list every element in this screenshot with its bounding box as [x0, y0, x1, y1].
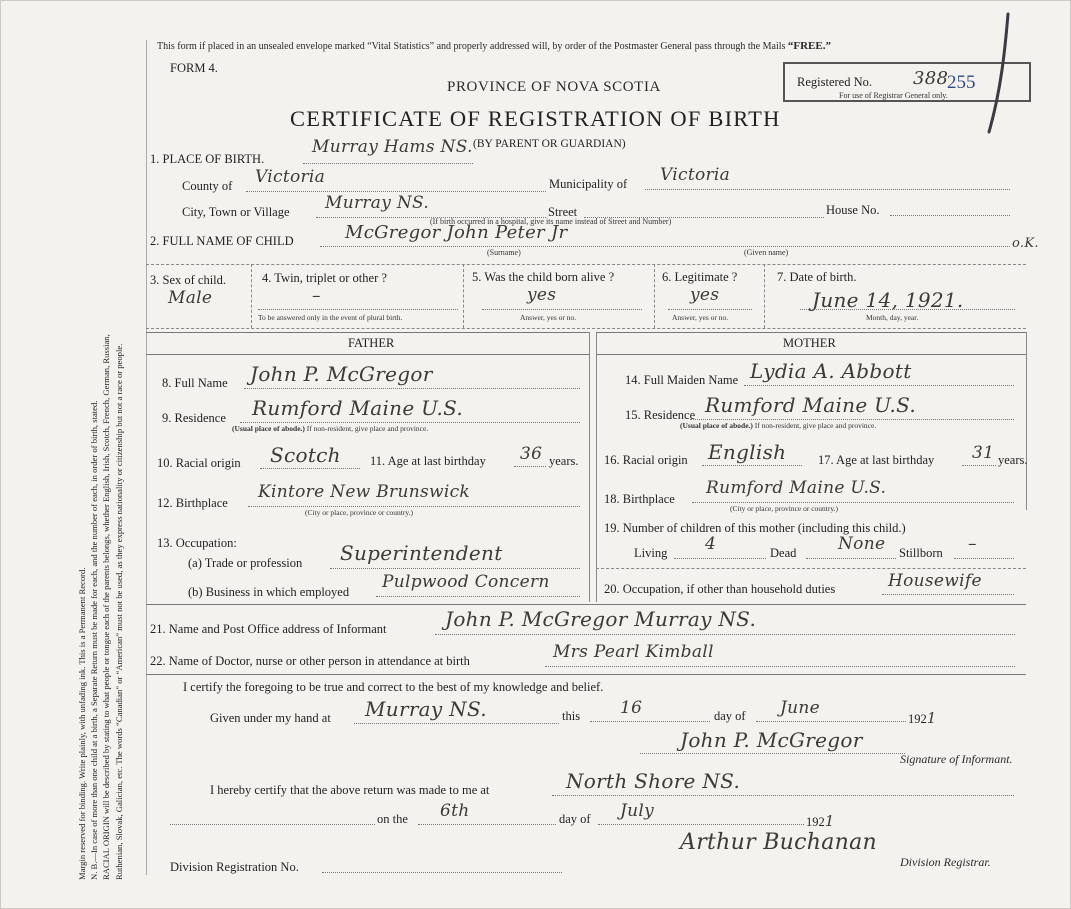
registered-label: Registered No.	[797, 75, 872, 89]
margin-rule	[146, 40, 147, 875]
informant-value: John P. McGregor Murray NS.	[445, 607, 757, 631]
registered-number-stamped: 255	[947, 72, 976, 93]
legitimate-value: yes	[690, 285, 720, 305]
given-place-value: Murray NS.	[365, 697, 487, 721]
mother-birthplace-note: (City or place, province or country.)	[730, 504, 839, 513]
postal-notice: This form if placed in an unsealed envelope marked “Vital Statistics” and properly addressed will, by order of the Postmaster General pass through the Mails “FREE.”	[157, 40, 831, 52]
informant-signature: John P. McGregor	[680, 728, 863, 752]
margin-note-2: N. B.—In case of more than one child at a birth, a Separate Return must be made for each, and the number of each, in order of birth, stated.	[89, 400, 100, 880]
mother-occupation-value: Housewife	[888, 571, 982, 591]
father-age-unit: years.	[549, 454, 579, 468]
alive-value: yes	[527, 285, 557, 305]
given-year-label: 1921	[908, 709, 937, 727]
county-value: Victoria	[255, 167, 326, 187]
on-day-of-label: day of	[559, 812, 591, 826]
ok-mark: o.K.	[1012, 236, 1039, 251]
registrar-caption: Division Registrar.	[900, 855, 991, 869]
father-age-value: 36	[520, 444, 543, 464]
father-residence-value: Rumford Maine U.S.	[252, 396, 464, 420]
alive-label: 5. Was the child born alive ?	[472, 270, 615, 284]
sex-label: 3. Sex of child.	[150, 273, 227, 287]
signature-caption: Signature of Informant.	[900, 752, 1013, 766]
father-heading: FATHER	[348, 336, 395, 350]
certify-statement: I certify the foregoing to be true and correct to the best of my knowledge and belief.	[183, 680, 604, 694]
place-of-birth-label: 1. PLACE OF BIRTH.	[150, 152, 265, 166]
street-note: (If birth occurred in a hospital, give its name instead of Street and Number)	[430, 217, 672, 226]
registrar-signature: Arthur Buchanan	[680, 830, 877, 855]
doctor-value: Mrs Pearl Kimball	[553, 642, 714, 662]
hereby-certify-label: I hereby certify that the above return was made to me at	[210, 783, 490, 797]
mother-name-value: Lydia A. Abbott	[750, 359, 912, 383]
margin-note-4: Ruthenian, Slovak, Galician, etc. The words “Canadian” or “American” must not be used, as they express nationality or citizenship but not a race or people.	[113, 343, 124, 880]
place-of-birth-note: (BY PARENT OR GUARDIAN)	[473, 138, 626, 150]
margin-notes	[76, 0, 136, 880]
child-name-value: McGregor John Peter Jr	[345, 222, 568, 243]
mother-racial-label: 16. Racial origin	[604, 453, 688, 467]
given-day-value: 16	[620, 698, 643, 718]
on-month-value: July	[620, 801, 655, 821]
province-heading: PROVINCE OF NOVA SCOTIA	[447, 79, 661, 95]
father-name-value: John P. McGregor	[250, 362, 433, 386]
child-name-label: 2. FULL NAME OF CHILD	[150, 234, 294, 248]
street-label: Street	[548, 205, 578, 219]
place-of-birth-value: Murray Hams NS.	[312, 137, 473, 157]
mother-age-label: 17. Age at last birthday	[818, 453, 935, 467]
mother-racial-value: English	[708, 440, 787, 464]
mother-name-label: 14. Full Maiden Name	[625, 373, 739, 387]
trade-value: Superintendent	[340, 541, 503, 565]
this-label: this	[562, 709, 581, 723]
business-label: (b) Business in which employed	[188, 585, 350, 599]
mother-birthplace-label: 18. Birthplace	[604, 492, 675, 506]
doctor-label: 22. Name of Doctor, nurse or other person in attendance at birth	[150, 654, 470, 668]
father-residence-label: 9. Residence	[162, 411, 226, 425]
municipality-label: Municipality of	[549, 177, 628, 191]
mother-residence-value: Rumford Maine U.S.	[705, 393, 917, 417]
surname-caption: (Surname)	[487, 248, 521, 257]
on-year-label: 1921	[806, 812, 835, 830]
twin-value: –	[312, 286, 321, 306]
mother-occupation-label: 20. Occupation, if other than household duties	[604, 582, 836, 596]
trade-label: (a) Trade or profession	[188, 556, 303, 570]
father-occupation-label: 13. Occupation:	[157, 536, 237, 550]
county-label: County of	[182, 179, 233, 193]
informant-label: 21. Name and Post Office address of Informant	[150, 622, 387, 636]
mother-heading: MOTHER	[783, 336, 836, 350]
division-registration-label: Division Registration No.	[170, 860, 299, 874]
father-birthplace-note: (City or place, province or country.)	[305, 508, 414, 517]
registered-number-handwritten: 388	[913, 68, 949, 89]
father-name-label: 8. Full Name	[162, 376, 228, 390]
business-value: Pulpwood Concern	[382, 572, 550, 592]
given-month-value: June	[780, 698, 820, 718]
date-of-birth-label: 7. Date of birth.	[777, 270, 857, 284]
on-the-label: on the	[377, 812, 408, 826]
father-birthplace-label: 12. Birthplace	[157, 496, 228, 510]
stillborn-value: –	[968, 534, 977, 554]
mother-residence-label: 15. Residence	[625, 408, 696, 422]
hereby-place-value: North Shore NS.	[566, 769, 741, 793]
father-residence-note: (Usual place of abode.) If non-resident, give place and province.	[232, 424, 429, 433]
given-under-label: Given under my hand at	[210, 711, 331, 725]
alive-note: Answer, yes or no.	[520, 313, 577, 322]
date-of-birth-value: June 14, 1921.	[812, 288, 964, 312]
legitimate-note: Answer, yes or no.	[672, 313, 729, 322]
date-of-birth-note: Month, day, year.	[866, 313, 919, 322]
margin-note-1: Margin reserved for binding. Write plainly, with unfading ink. This is a Permanent Record.	[77, 567, 87, 880]
mother-birthplace-value: Rumford Maine U.S.	[706, 478, 887, 498]
registrar-use-note: For use of Registrar General only.	[839, 91, 948, 100]
given-name-caption: (Given name)	[744, 248, 789, 257]
father-age-label: 11. Age at last birthday	[370, 454, 486, 468]
on-day-value: 6th	[440, 801, 470, 821]
page-title: CERTIFICATE OF REGISTRATION OF BIRTH	[290, 106, 781, 131]
pen-stroke-mark	[975, 10, 1015, 140]
mother-age-value: 31	[972, 443, 995, 463]
living-value: 4	[705, 534, 717, 554]
twin-note: To be answered only in the event of plural birth.	[258, 313, 403, 322]
children-count-label: 19. Number of children of this mother (including this child.)	[604, 521, 906, 535]
form-number: FORM 4.	[170, 61, 218, 75]
twin-label: 4. Twin, triplet or other ?	[262, 271, 387, 285]
city-value: Murray NS.	[325, 193, 430, 213]
father-racial-value: Scotch	[270, 443, 341, 467]
dead-value: None	[838, 534, 886, 554]
father-birthplace-value: Kintore New Brunswick	[258, 482, 470, 502]
stillborn-label: Stillborn	[899, 546, 943, 560]
house-number-label: House No.	[826, 203, 880, 217]
legitimate-label: 6. Legitimate ?	[662, 270, 738, 284]
margin-note-3: RACIAL ORIGIN will be described by stating to what people or tongue each of the parents belongs, whether English, Irish, Scotch, French, German, Russian,	[101, 334, 112, 880]
mother-residence-note: (Usual place of abode.) If non-resident, give place and province.	[680, 421, 877, 430]
city-label: City, Town or Village	[182, 205, 290, 219]
father-racial-label: 10. Racial origin	[157, 456, 241, 470]
dead-label: Dead	[770, 546, 797, 560]
mother-age-unit: years.	[998, 453, 1028, 467]
municipality-value: Victoria	[660, 165, 731, 185]
sex-value: Male	[168, 288, 213, 308]
given-day-of-label: day of	[714, 709, 746, 723]
living-label: Living	[634, 546, 668, 560]
